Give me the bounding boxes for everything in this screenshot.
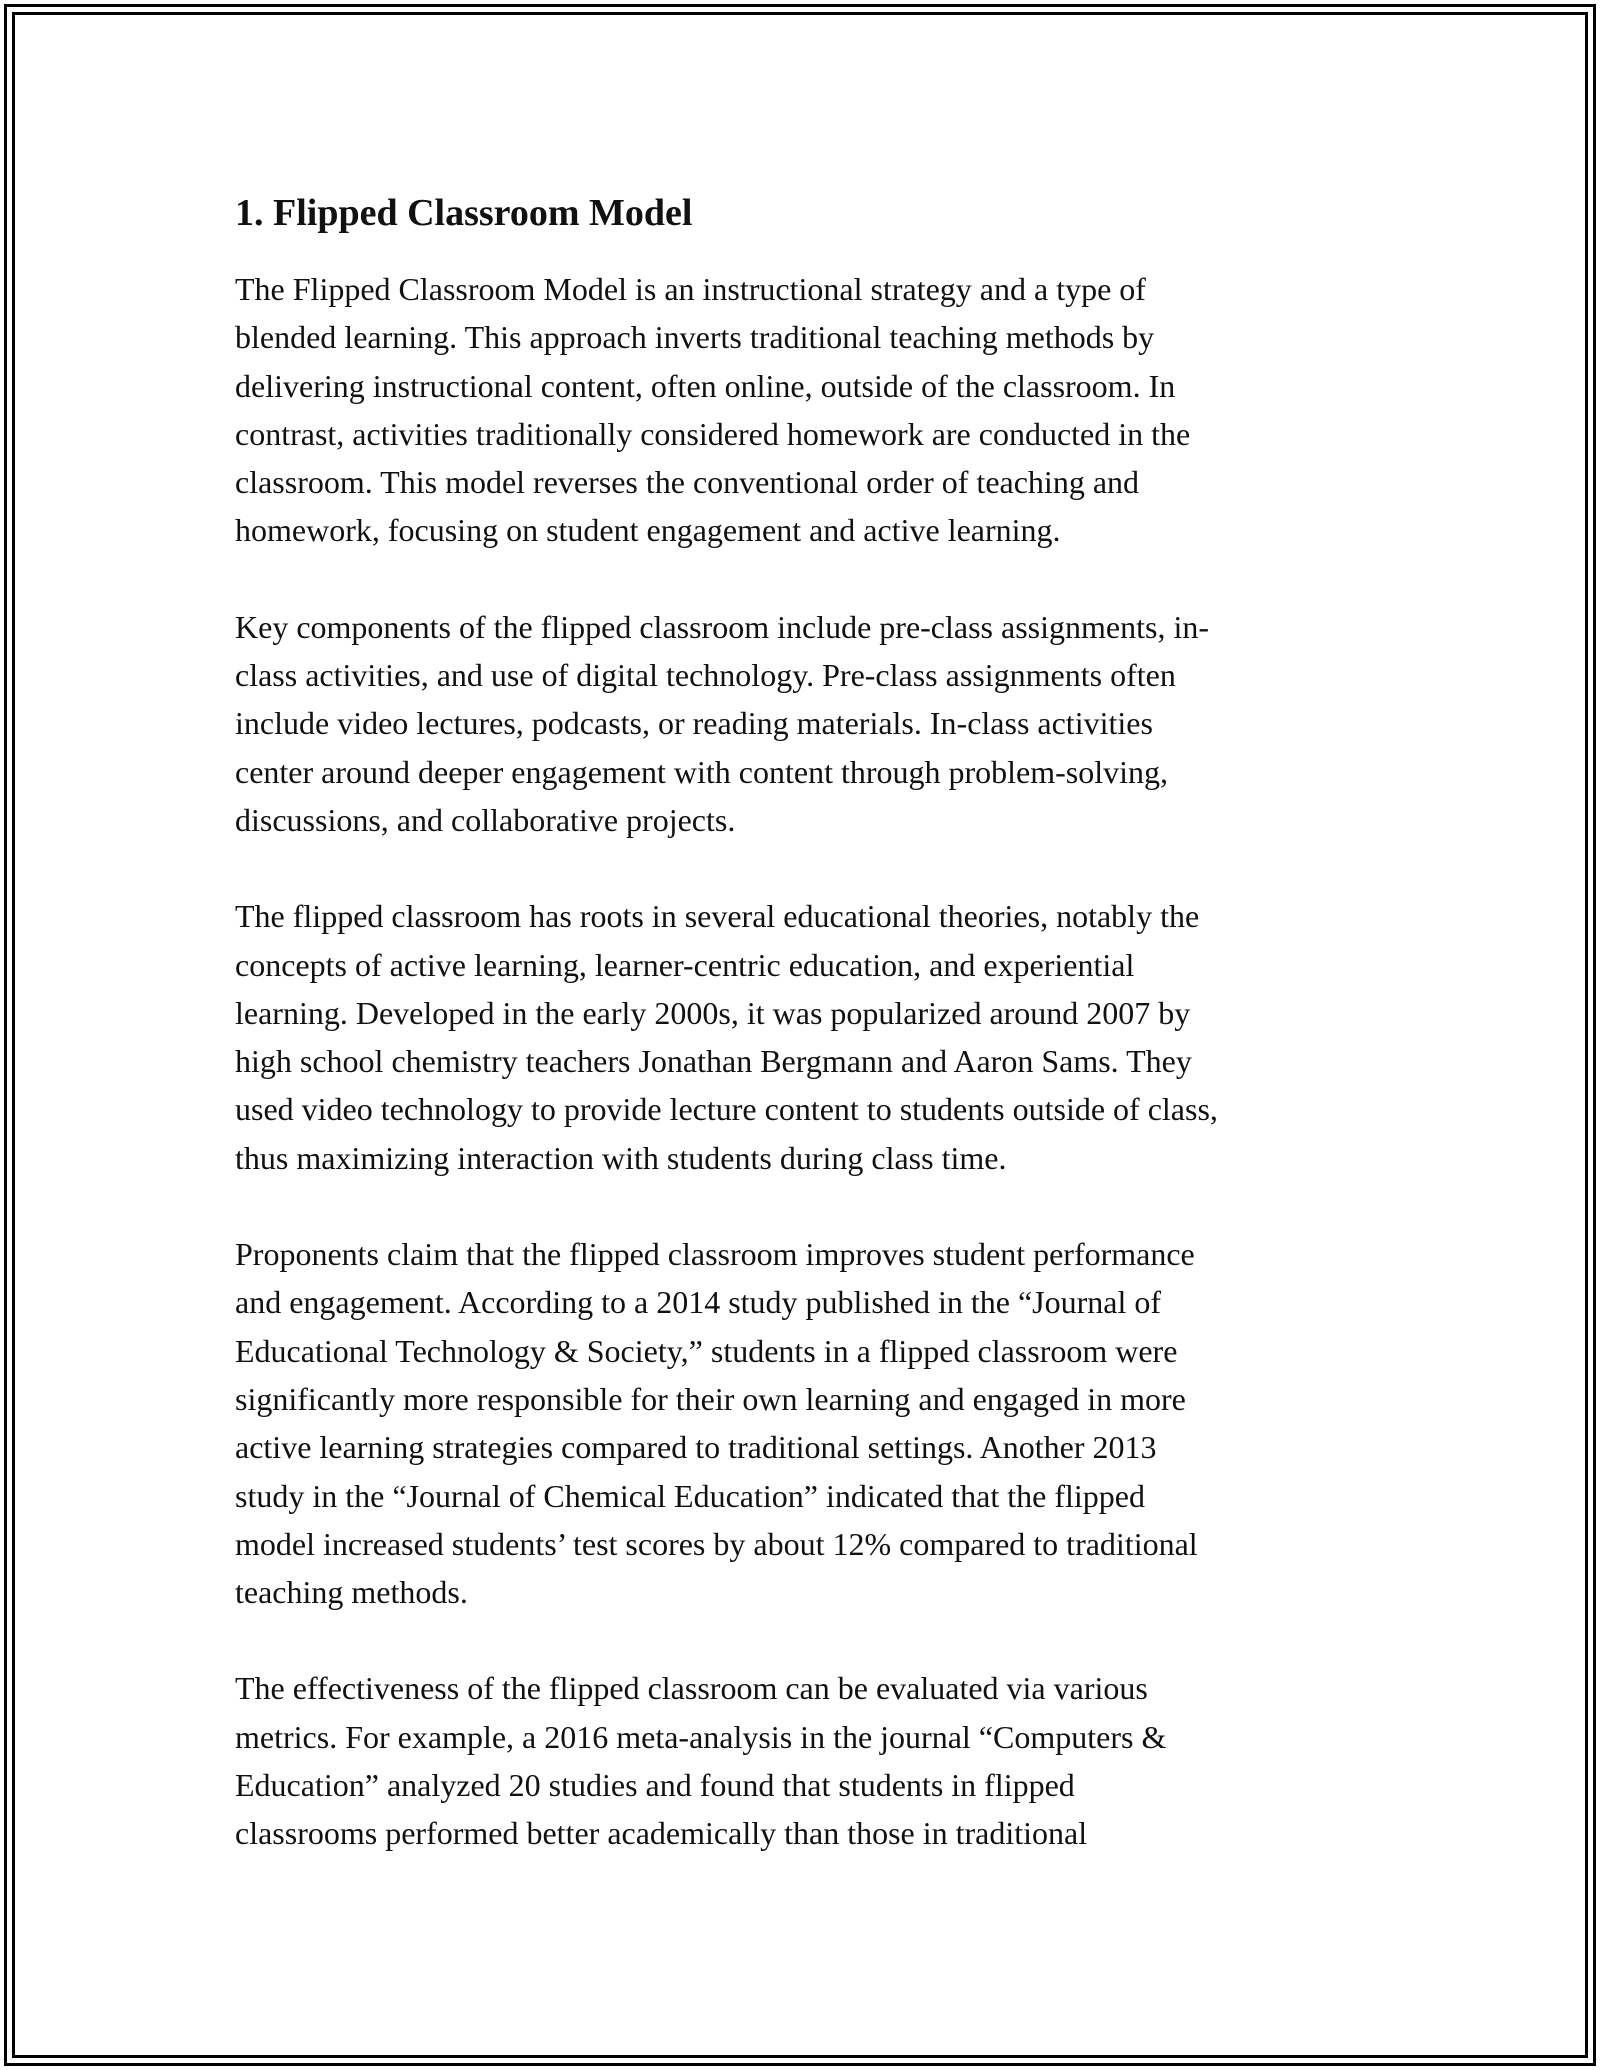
paragraph-definition: The Flipped Classroom Model is an instructional strategy and a type of blended learning. This approach inverts traditional teaching methods by delivering instructional content, often online, outside of the classroom. In contrast, activities traditionally considered homework are conducted in the classroom. This model reverses the conventional order of teaching and homework, focusing on student engagement and active learning. [235,271,1191,549]
paragraph-history: The flipped classroom has roots in several educational theories, notably the concepts of active learning, learner-centric education, and experiential learning. Developed in the early 2000s, it was popularized around 2007 by high school chemistry teachers Jonathan Bergmann and Aaron Sams. They used video technology to provide lecture content to students outside of class, thus maximizing interaction with students during class time. [235,898,1218,1176]
paragraph-key-components: Key components of the flipped classroom include pre-class assignments, in- class activities, and use of digital technology. Pre-class assignments often include video lectures, podcasts, or reading materials. In-class activities center around deeper engagement with content through problem-solving, discussions, and collaborative projects. [235,608,1209,838]
paragraph-effectiveness: The effectiveness of the flipped classroom can be evaluated via various metrics. For example, a 2016 meta-analysis in the journal “Computers & Education” analyzed 20 studies and found that students in flipped classrooms performed better academically than those in traditional [235,1670,1167,1852]
document-content [235,185,1375,1906]
section-title: 1. Flipped Classroom Model [235,192,693,234]
paragraph-proponents: Proponents claim that the flipped classroom improves student performance and engagement. According to a 2014 study published in the “Journal of Educational Technology & Society,” students in a flipped classroom were significantly more responsible for their own learning and engaged in more active learning strategies compared to traditional settings. Another 2013 study in the “Journal of Chemical Education” indicated that the flipped model increased students’ test scores by about 12% compared to traditional teaching methods. [235,1236,1198,1611]
